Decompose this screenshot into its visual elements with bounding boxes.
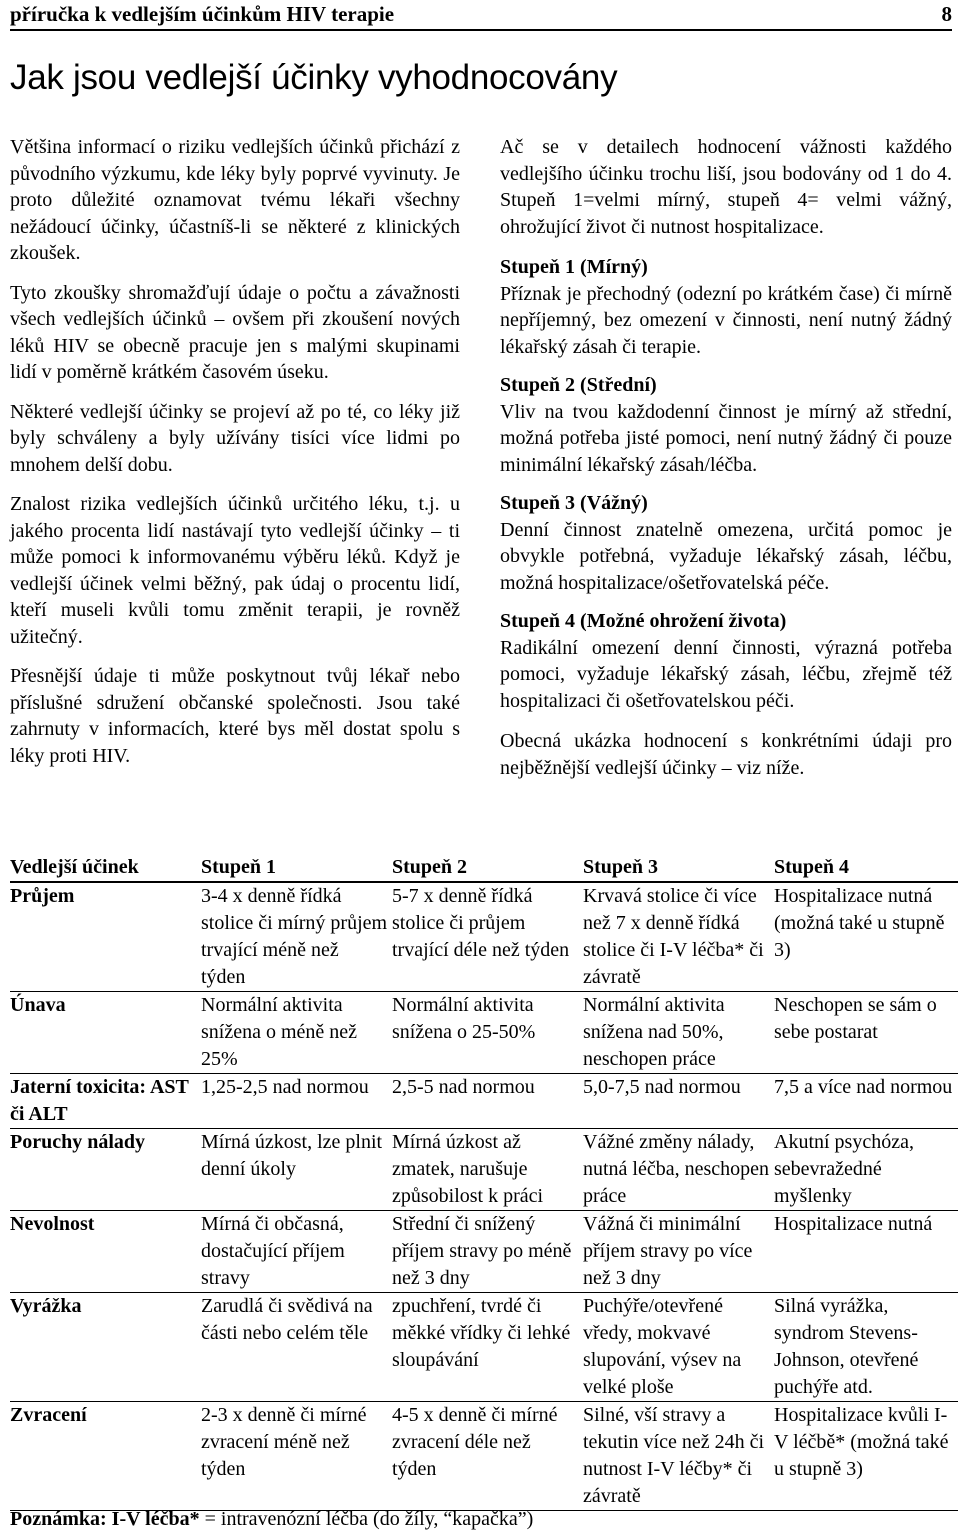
table-row bbox=[10, 1074, 958, 1129]
column-header: Stupeň 2 bbox=[392, 854, 583, 882]
table-cell: Akutní psychóza, sebevražedné myšlenky bbox=[774, 1129, 958, 1211]
grade-3 bbox=[500, 490, 952, 596]
column-header: Stupeň 4 bbox=[774, 854, 958, 882]
table-row bbox=[10, 882, 958, 992]
paragraph: Většina informací o riziku vedlejších účinků přichází z původního výzkumu, kde léky byly poprvé vyvinuty. Je proto důležité oznamovat tvému lékaři všechny nežádoucí účinky, účastníš-li se některé z klinických zkoušek. bbox=[10, 136, 460, 264]
table-cell: Vážná či minimální příjem stravy po více než 3 dny bbox=[583, 1211, 774, 1293]
table-cell: Střední či snížený příjem stravy po méně než 3 dny bbox=[392, 1211, 583, 1293]
grade-text: Denní činnost znatelně omezena, určitá pomoc je obvykle potřebná, vyžaduje lékařský zásah, léčbu, možná hospitalizace/ošetřovatelská péče. bbox=[500, 518, 952, 594]
table-cell: 5-7 x denně řídká stolice či průjem trvající déle než týden bbox=[392, 882, 583, 992]
table-cell: Vážné změny nálady, nutná léčba, neschopen práce bbox=[583, 1129, 774, 1211]
page-title: Jak jsou vedlejší účinky vyhodnocovány bbox=[10, 58, 618, 97]
grade-heading: Stupeň 1 (Mírný) bbox=[500, 256, 648, 278]
column-header: Stupeň 1 bbox=[201, 854, 392, 882]
table-cell: Krvavá stolice či více než 7 x denně řídká stolice či I-V léčba* či závratě bbox=[583, 882, 774, 992]
table-cell: Silné, vší stravy a tekutin více než 24h či nutnost I-V léčby* či závratě bbox=[583, 1402, 774, 1511]
table-cell: Mírná či občasná, dostačující příjem stravy bbox=[201, 1211, 392, 1293]
effect-cell: Jaterní toxicita: AST či ALT bbox=[10, 1074, 201, 1129]
paragraph: Znalost rizika vedlejších účinků určitého léku, t.j. u jakého procenta lidí nastávají tyto vedlejší účinky – ti může pomoci k informovanému výběru léků. Když je vedlejší účinek velmi běžný, pak údaj o procentu lidí, kteří museli kvůli tomu změnit terapii, je rovněž užitečný. bbox=[10, 493, 460, 648]
effect-cell: Nevolnost bbox=[10, 1211, 201, 1293]
column-header: Vedlejší účinek bbox=[10, 854, 201, 882]
table-cell: zpuchření, tvrdé či měkké vřídky či lehké sloupávání bbox=[392, 1293, 583, 1402]
table-cell: Normální aktivita snížena nad 50%, neschopen práce bbox=[583, 992, 774, 1074]
table-cell: Hospitalizace nutná bbox=[774, 1211, 958, 1293]
grading-intro: Ač se v detailech hodnocení vážnosti každého vedlejšího účinku trochu liší, jsou bodovány od 1 do 4. Stupeň 1=velmi mírný, stupeň 4= velmi vážný, ohrožující život či nutnost hospitalizace. bbox=[500, 136, 952, 238]
table-cell: 4-5 x denně či mírné zvracení déle než týden bbox=[392, 1402, 583, 1511]
grade-heading: Stupeň 2 (Střední) bbox=[500, 374, 657, 396]
grade-1 bbox=[500, 254, 952, 360]
effect-cell: Zvracení bbox=[10, 1402, 201, 1511]
grade-text: Vliv na tvou každodenní činnost je mírný až střední, možná potřeba jisté pomoci, není nutný žádný či pouze minimální lékařský zásah/léčba. bbox=[500, 400, 952, 476]
table-header-row bbox=[10, 854, 958, 882]
left-column bbox=[10, 134, 460, 782]
grade-text: Příznak je přechodný (odezní po krátkém čase) či mírně nepříjemný, bez omezení v činnosti, není nutný žádný lékařský zásah či terapie. bbox=[500, 282, 952, 358]
table-cell: Mírná úzkost až zmatek, narušuje způsobilost k práci bbox=[392, 1129, 583, 1211]
right-column bbox=[500, 134, 952, 793]
table-cell: 2,5-5 nad normou bbox=[392, 1074, 583, 1129]
table-cell: Hospitalizace kvůli I-V léčbě* (možná také u stupně 3) bbox=[774, 1402, 958, 1511]
column-header: Stupeň 3 bbox=[583, 854, 774, 882]
running-header bbox=[10, 0, 952, 31]
table-cell: Normální aktivita snížena o 25-50% bbox=[392, 992, 583, 1074]
effect-cell: Vyrážka bbox=[10, 1293, 201, 1402]
grade-heading: Stupeň 3 (Vážný) bbox=[500, 492, 648, 514]
page-number: 8 bbox=[941, 2, 952, 26]
table-cell: 5,0-7,5 nad normou bbox=[583, 1074, 774, 1129]
table-row bbox=[10, 992, 958, 1074]
grade-text: Radikální omezení denní činnosti, výrazná potřeba pomoci, vyžaduje lékařský zásah, léčbu, zřejmě též hospitalizaci či ošetřovatelskou péči. bbox=[500, 636, 952, 712]
table-cell: 3-4 x denně řídká stolice či mírný průjem trvající méně než týden bbox=[201, 882, 392, 992]
footnote-label: Poznámka: I-V léčba* bbox=[10, 1508, 200, 1530]
table-row bbox=[10, 1211, 958, 1293]
footnote-text: = intravenózní léčba (do žíly, “kapačka”) bbox=[204, 1508, 534, 1530]
paragraph: Tyto zkoušky shromažďují údaje o počtu a závažnosti všech vedlejších účinků – ovšem při zkoušení nových léků HIV se obecně pracuje jen s malými skupinami lidí v poměrně krátkém časovém úseku. bbox=[10, 281, 460, 383]
table-cell: Silná vyrážka, syndrom Stevens-Johnson, otevřené puchýře atd. bbox=[774, 1293, 958, 1402]
table-row bbox=[10, 1293, 958, 1402]
side-effects-table bbox=[10, 854, 958, 1511]
table-row bbox=[10, 1129, 958, 1211]
footnote bbox=[10, 1506, 533, 1533]
grade-4 bbox=[500, 608, 952, 714]
paragraph: Některé vedlejší účinky se projeví až po té, co léky již byly schváleny a byly užívány tisíci více lidmi po mnohem delší dobu. bbox=[10, 400, 460, 476]
table-cell: Puchýře/otevřené vředy, mokvavé slupování, výsev na velké ploše bbox=[583, 1293, 774, 1402]
paragraph: Přesnější údaje ti může poskytnout tvůj lékař nebo příslušné sdružení občanské společnosti. Jsou také zahrnuty v informacích, které bys měl dostat spolu s léky proti HIV. bbox=[10, 665, 460, 767]
table-cell: Mírná úzkost, lze plnit denní úkoly bbox=[201, 1129, 392, 1211]
grade-2 bbox=[500, 372, 952, 478]
table-cell: Hospitalizace nutná (možná také u stupně 3) bbox=[774, 882, 958, 992]
grade-heading: Stupeň 4 (Možné ohrožení života) bbox=[500, 610, 787, 632]
table-row bbox=[10, 1402, 958, 1511]
running-title: příručka k vedlejším účinkům HIV terapie bbox=[10, 2, 395, 26]
table-cell: 1,25-2,5 nad normou bbox=[201, 1074, 392, 1129]
effect-cell: Poruchy nálady bbox=[10, 1129, 201, 1211]
table-cell: Normální aktivita snížena o méně než 25% bbox=[201, 992, 392, 1074]
table-cell: 7,5 a více nad normou bbox=[774, 1074, 958, 1129]
grading-closing: Obecná ukázka hodnocení s konkrétními údaji pro nejběžnější vedlejší účinky – viz níže. bbox=[500, 730, 952, 779]
effect-cell: Únava bbox=[10, 992, 201, 1074]
table-cell: 2-3 x denně či mírné zvracení méně než týden bbox=[201, 1402, 392, 1511]
table-cell: Zarudlá či svědivá na části nebo celém těle bbox=[201, 1293, 392, 1402]
effect-cell: Průjem bbox=[10, 882, 201, 992]
table-cell: Neschopen se sám o sebe postarat bbox=[774, 992, 958, 1074]
